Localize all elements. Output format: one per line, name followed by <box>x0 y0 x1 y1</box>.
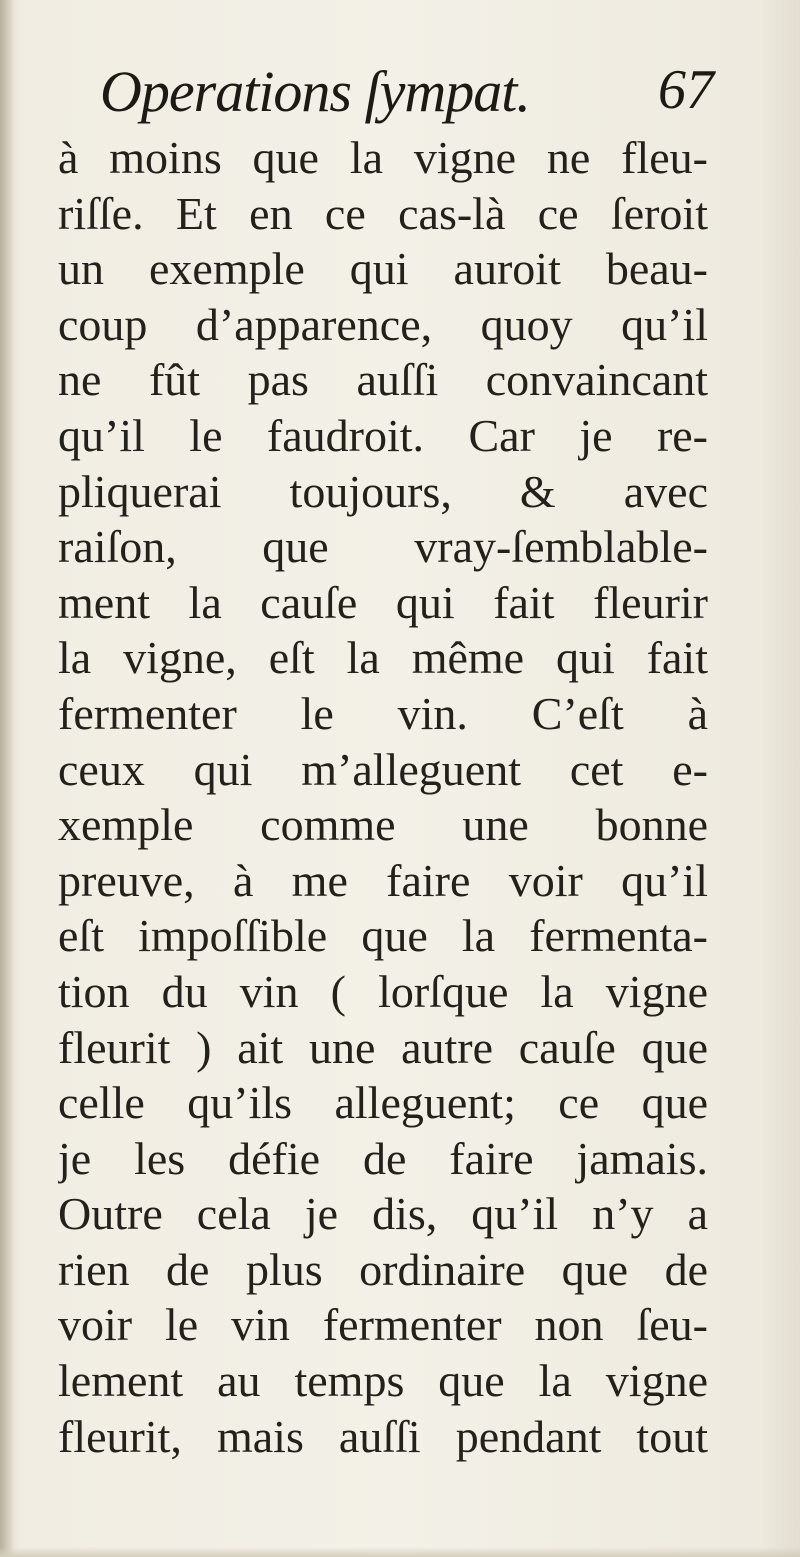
text-line: qu’il le faudroit. Car je re- <box>58 409 708 461</box>
text-line: pliquerai toujours, & avec <box>58 465 708 517</box>
text-line: un exemple qui auroit beau- <box>58 243 708 295</box>
text-line: je les défie de faire jamais. <box>58 1132 708 1184</box>
text-line: celle qu’ils alleguent; ce que <box>58 1077 708 1129</box>
text-line: ment la cauſe qui fait fleurir <box>58 576 708 628</box>
text-line: xemple comme une bonne <box>58 799 708 851</box>
running-head: Operations ſympat. <box>100 59 530 124</box>
page-header <box>100 58 740 138</box>
body-text <box>58 130 708 1464</box>
text-line: ceux qui m’alleguent cet e- <box>58 743 708 795</box>
text-line: rien de plus ordinaire que de <box>58 1243 708 1295</box>
text-line: à moins que la vigne ne fleu- <box>58 132 708 183</box>
text-line: coup d’apparence, quoy qu’il <box>58 298 708 350</box>
page-number: 67 <box>658 59 714 121</box>
text-line: fermenter le vin. C’eſt à <box>58 687 708 739</box>
text-line: fleurit, mais auſſi pendant tout <box>58 1410 708 1462</box>
text-line: riſſe. Et en ce cas-là ce ſeroit <box>58 187 708 239</box>
text-line: ne fût pas auſſi convaincant <box>58 354 708 406</box>
page-bottom-shadow <box>0 1547 800 1557</box>
text-line: fleurit ) ait une autre cauſe que <box>58 1021 708 1073</box>
text-line: preuve, à me faire voir qu’il <box>58 854 708 906</box>
text-line: tion du vin ( lorſque la vigne <box>58 965 708 1017</box>
text-line: lement au temps que la vigne <box>58 1355 708 1407</box>
text-line: raiſon, que vray-ſemblable- <box>58 521 708 573</box>
text-line: Outre cela je dis, qu’il n’y a <box>58 1188 708 1240</box>
text-line: voir le vin fermenter non ſeu- <box>58 1299 708 1351</box>
text-line: eſt impoſſible que la fermenta- <box>58 910 708 962</box>
text-line: la vigne, eſt la même qui fait <box>58 632 708 684</box>
binding-gutter-shadow <box>0 0 14 1557</box>
